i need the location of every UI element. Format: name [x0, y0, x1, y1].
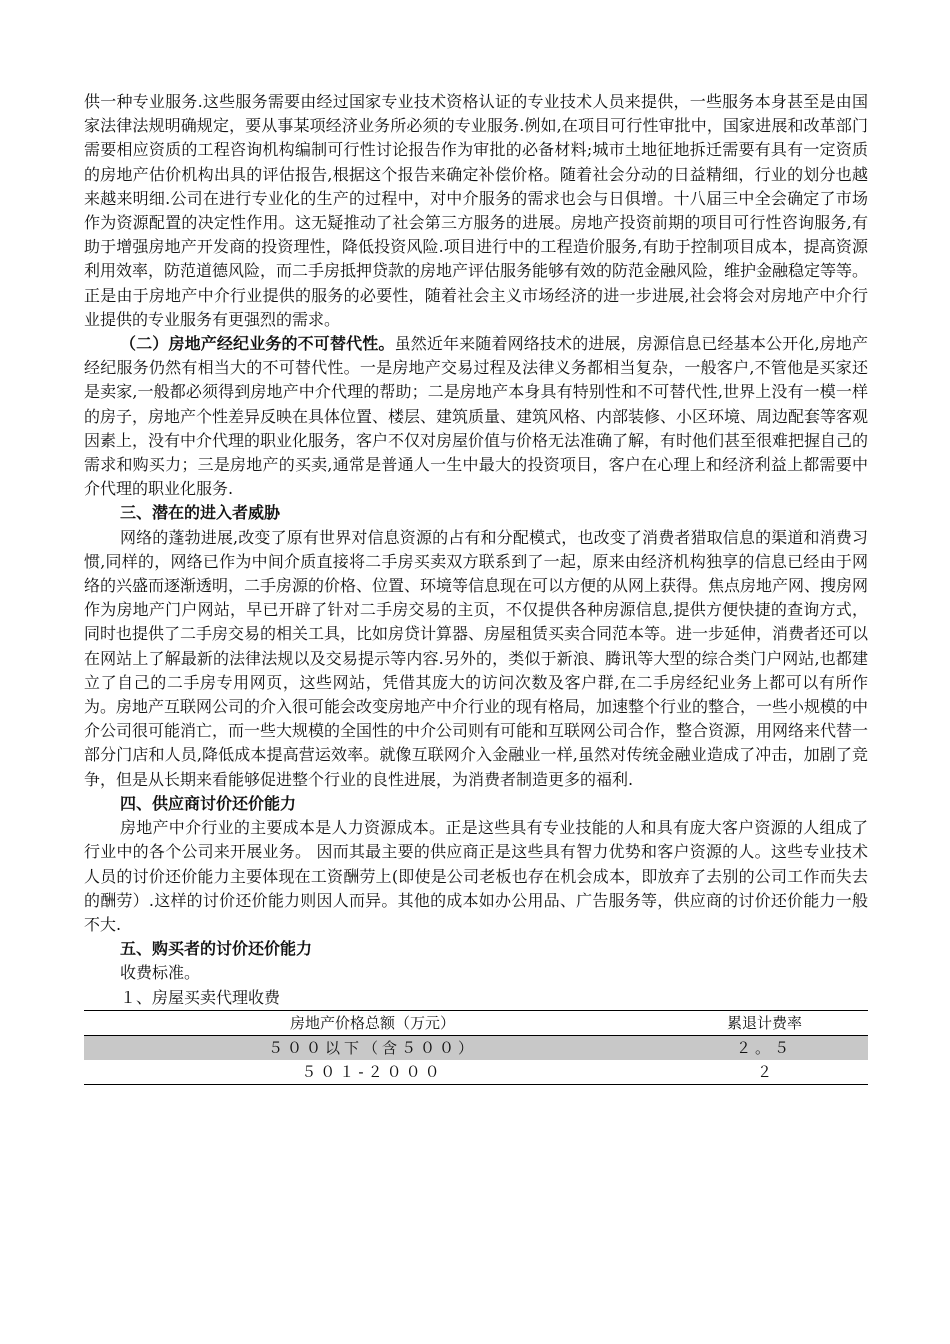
table-cell-price: ５００以下（含５００）	[267, 1038, 477, 1057]
heading-buyer-bargaining: 五、购买者的讨价还价能力	[120, 939, 313, 959]
table-header-row	[84, 1010, 868, 1035]
paragraph-professional-services: 供一种专业服务.这些服务需要由经过国家专业技术资格认证的专业技术人员来提供，一些服务本身甚至是由国家法律法规明确规定，要从事某项经济业务所必须的专业服务.例如,在项目可行性审批中，国家进展和改革部门需要相应资质的工程咨询机构编制可行性讨论报告作为审批的必备材料;城市土地征地拆迁需要有具有一定资质的房地产估价机构出具的评估报告,根据这个报告来确定补偿价格。随着社会分动的日益精细，行业的划分也越来越来明细.公司在进行专业化的生产的过程中，对中介服务的需求也会与日俱增。十八届三中全会确定了市场作为资源配置的决定性作用。这无疑推动了社会第三方服务的进展。房地产投资前期的项目可行性咨询服务,有助于增强房地产开发商的投资理性，降低投资风险.项目进行中的工程造价服务,有助于控制项目成本，提高资源利用效率，防范道德风险，而二手房抵押贷款的房地产评估服务能够有效的防范金融风险，维护金融稳定等等。正是由于房地产中介行业提供的服务的必要性，随着社会主义市场经济的进一步进展,社会将会对房地产中介行业提供的专业服务有更强烈的需求。	[84, 92, 869, 329]
paragraph-fee-standard: 收费标准。	[120, 963, 201, 983]
paragraph-potential-entrants: 网络的蓬勃进展,改变了原有世界对信息资源的占有和分配模式，也改变了消费者猎取信息的渠道和消费习惯,同样的，网络已作为中间介质直接将二手房买卖双方联系到了一起，原来由经济机构独享的信息已经由于网络的兴盛而逐渐透明，二手房源的价格、位置、环境等信息现在可以方便的从网上获得。焦点房地产网、搜房网作为房地产门户网站，早已开辟了针对二手房交易的主页，不仅提供各种房源信息,提供方便快捷的查询方式，同时也提供了二手房交易的相关工具，比如房贷计算器、房屋租赁买卖合同范本等。进一步延伸，消费者还可以在网站上了解最新的法律法规以及交易提示等内容.另外的，类似于新浪、腾讯等大型的综合类门户网站,也都建立了自己的二手房专用网页，这些网站，凭借其庞大的访问次数及客户群,在二手房经纪业务上都可以有所作为。房地产互联网公司的介入很可能会改变房地产中介行业的现有格局，加速整个行业的整合，一些小规模的中介公司很可能消亡，而一些大规模的全国性的中介公司则有可能和互联网公司合作，整合资源，用网络来代替一部分门店和人员,降低成本提高营运效率。就像互联网介入金融业一样,虽然对传统金融业造成了冲击，加剧了竞争，但是从长期来看能够促进整个行业的良性进展，为消费者制造更多的福利.	[84, 527, 869, 789]
table-cell-price: ５０１-２０００	[301, 1063, 444, 1082]
table-cell-rate: ２	[756, 1063, 772, 1082]
table-caption: １、房屋买卖代理收费	[120, 987, 281, 1007]
paragraph-irreplaceability-text: 虽然近年来随着网络技术的进展，房源信息已经基本公开化,房地产经纪服务仍然有相当大的不可替代性。一是房地产交易过程及法律义务都相当复杂，一般客户,不管他是买家还是卖家,一般都必须得到房地产中介代理的帮助；二是房地产本身具有特别性和不可替代性,世界上没有一模一样的房子，房地产个性差异反映在具体位置、楼层、建筑质量、建筑风格、内部装修、小区环境、周边配套等客观因素上，没有中介代理的职业化服务，客户不仅对房屋价值与价格无法准确了解，有时他们甚至很难把握自己的需求和购买力；三是房地产的买卖,通常是普通人一生中最大的投资项目，客户在心理上和经济利益上都需要中介代理的职业化服务.	[84, 334, 869, 499]
fee-table	[84, 1010, 868, 1086]
table-row	[84, 1035, 868, 1060]
column-header-price-total: 房地产价格总额（万元）	[289, 1013, 455, 1032]
heading-potential-entrants: 三、潜在的进入者威胁	[120, 503, 281, 523]
table-row	[84, 1060, 868, 1085]
heading-supplier-bargaining: 四、供应商讨价还价能力	[120, 793, 297, 813]
document-body	[84, 90, 868, 1085]
subheading-irreplaceability: （二）房地产经纪业务的不可替代性。	[120, 334, 395, 354]
paragraph-irreplaceability	[84, 332, 868, 501]
table-cell-rate: ２。５	[735, 1038, 793, 1057]
paragraph-supplier-bargaining: 房地产中介行业的主要成本是人力资源成本。正是这些具有专业技能的人和具有庞大客户资源的人组成了行业中的各个公司来开展业务。 因而其最主要的供应商正是这些具有智力优势和客户资源的人。这些专业技术人员的讨价还价能力主要体现在工资酬劳上(即使是公司老板也存在机会成本，即放弃了去别的公司工作而失去的酬劳）.这样的讨价还价能力则因人而异。其他的成本如办公用品、广告服务等，供应商的讨价还价能力一般不大.	[84, 818, 868, 934]
column-header-rate: 累退计费率	[726, 1013, 802, 1032]
